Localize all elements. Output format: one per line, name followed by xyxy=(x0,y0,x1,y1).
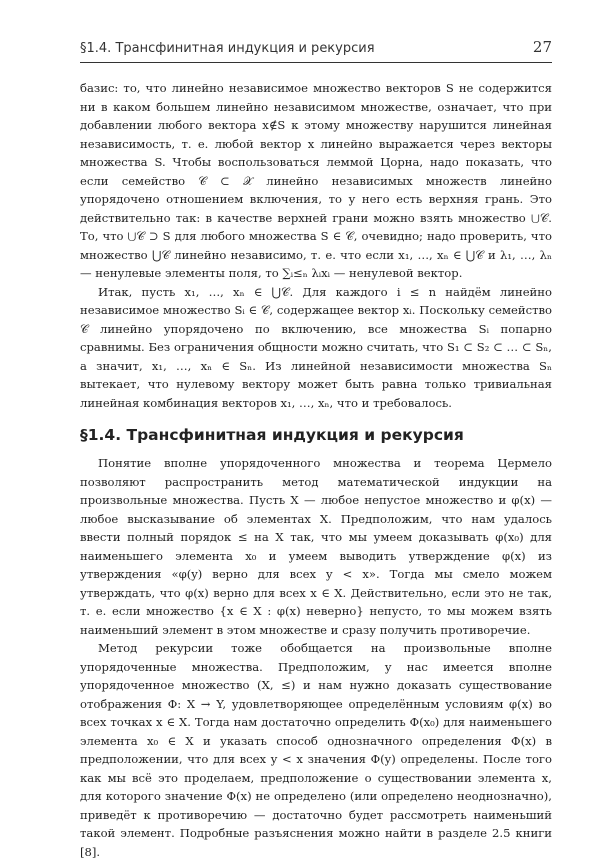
section-heading: §1.4. Трансфинитная индукция и рекурсия xyxy=(80,426,464,444)
running-header xyxy=(80,0,552,63)
paragraph-basis: базис: то, что линейно независимое множество векторов S не содержится ни в каком большем линейно независимом множестве, означает, что при добавлении любого вектора x∉S к этому множеству нарушится линейная независимость, т. е. любой вектор x линейно выражается через векторы множества S. Чтобы воспользоваться леммой Цорна, надо показать, что если семейство 𝒞 ⊂ 𝒳 линейно независимых множеств линейно упорядочено отношением включения, то у него есть верхняя грань. Это действительно так: в качестве верхней грани можно взять множество ⋃𝒞. То, что ⋃𝒞 ⊃ S для любого множества S ∈ 𝒞, очевидно; надо проверить, что множество ⋃𝒞 линейно независимо, т. е. что если x₁, …, xₙ ∈ ⋃𝒞 и λ₁, …, λₙ — ненулевые элементы поля, то ∑ᵢ≤ₙ λᵢxᵢ — ненулевой вектор. xyxy=(80,81,552,280)
running-title: §1.4. Трансфинитная индукция и рекурсия xyxy=(80,41,375,56)
page-body xyxy=(80,79,552,861)
page-number: 27 xyxy=(532,38,552,56)
paragraph-transfinite-induction: Понятие вполне упорядоченного множества и теорема Цермело позволяют распространить метод математической индукции на произвольные множества. Пусть X — любое непустое множество и φ(x) — любое высказывание об элементах X. Предположим, что нам удалось ввести полный порядок ≤ на X так, что мы умеем доказывать φ(x₀) для наименьшего элемента x₀ и умеем выводить утверждение φ(x) из утверждения «φ(y) верно для всех y < x». Тогда мы смело можем утверждать, что φ(x) верно для всех x ∈ X. Действительно, если это не так, т. е. если множество {x ∈ X : φ(x) неверно} непусто, то мы можем взять наименьший элемент в этом множестве и сразу получить противоречие. xyxy=(80,456,552,637)
paragraph-proof: Итак, пусть x₁, …, xₙ ∈ ⋃𝒞. Для каждого i ≤ n найдём линейно независимое множество Sᵢ ∈ 𝒞, содержащее вектор xᵢ. Поскольку семейство 𝒞 линейно упорядочено по включению, все множества Sᵢ попарно сравнимы. Без ограничения общности можно считать, что S₁ ⊂ S₂ ⊂ … ⊂ Sₙ, а значит, x₁, …, xₙ ∈ Sₙ. Из линейной независимости множества Sₙ вытекает, что нулевому вектору может быть равна только тривиальная линейная комбинация векторов x₁, …, xₙ, что и требовалось. xyxy=(80,284,552,410)
paragraph-recursion: Метод рекурсии тоже обобщается на произвольные вполне упорядоченные множества. Предположим, у нас имеется вполне упорядоченное множество (X, ≤) и нам нужно доказать существование отображения Φ: X → Y, удовлетворяющее определённым условиям φ(x) во всех точках x ∈ X. Тогда нам достаточно определить Φ(x₀) для наименьшего элемента x₀ ∈ X и указать способ однозначного определения Φ(x) в предположении, что для всех y < x значения Φ(y) определены. После того как мы всё это проделаем, предположение о существовании элемента x, для которого значение Φ(x) не определено (или определено неоднозначно), приведёт к противоречию — достаточно будет рассмотреть наименьший такой элемент. Подробные разъяснения можно найти в разделе 2.5 книги [8]. xyxy=(80,641,552,859)
